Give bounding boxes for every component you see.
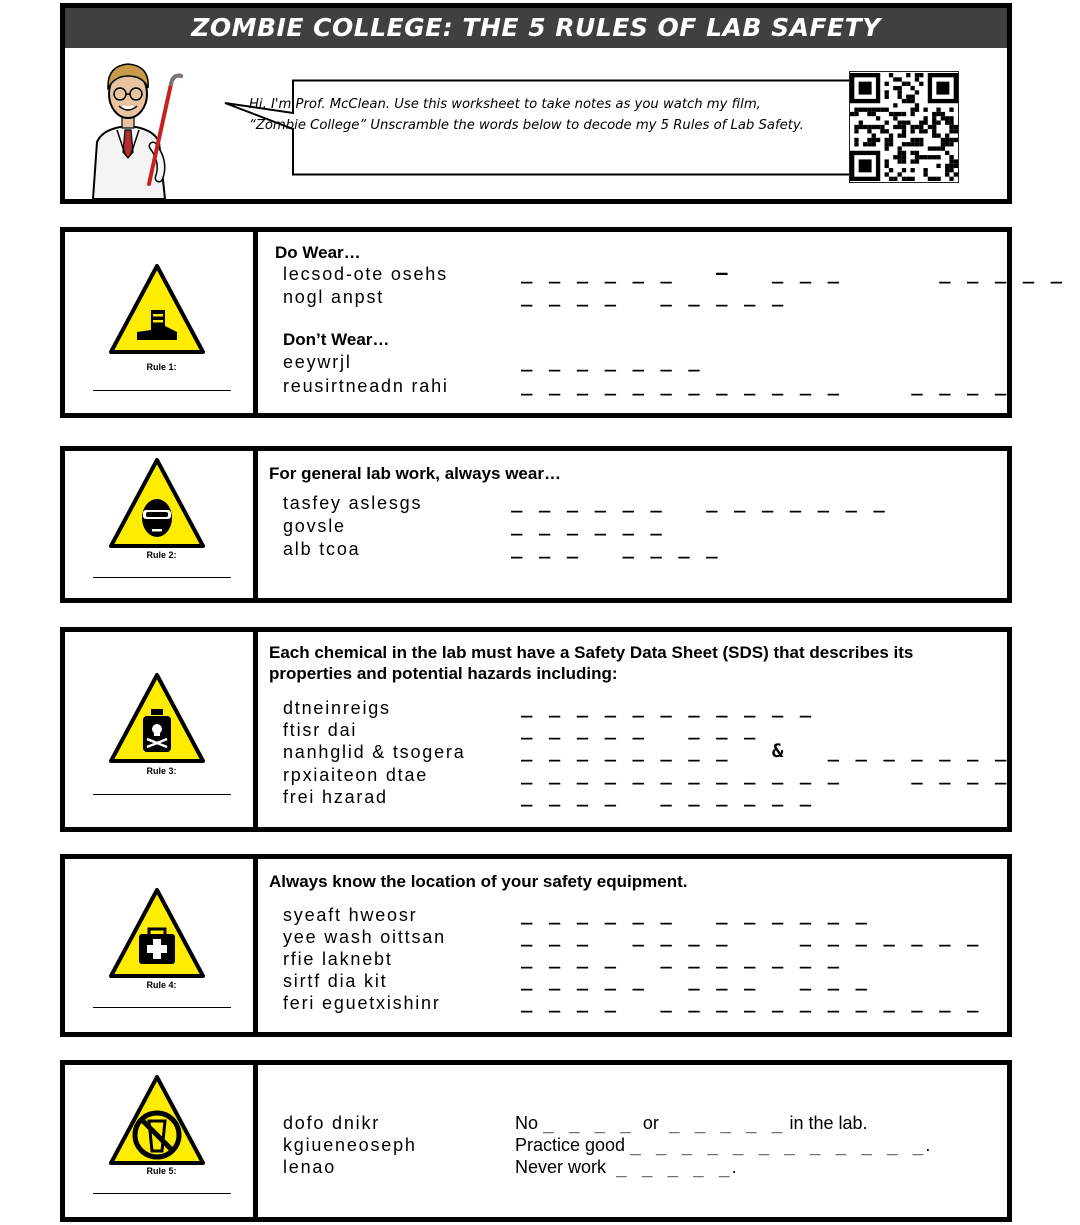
scrambled-word: frei hzarad (283, 787, 388, 807)
rule-3-sidebar (65, 632, 258, 827)
rule-2-label: Rule 2: (146, 550, 177, 560)
rule-4-sidebar (65, 859, 258, 1032)
scrambled-word: rfie laknebt (283, 949, 393, 969)
rule-2-panel (60, 446, 1012, 603)
sentence-text: Practice good (515, 1135, 631, 1155)
professor-cartoon (73, 54, 183, 199)
answer-blanks[interactable]: _ _ _ _ _ _ _ _ _ _ _ _ _ _ _ _ (521, 763, 1009, 785)
scrambled-word: alb tcoa (283, 539, 361, 559)
rule-1-sidebar (65, 232, 258, 413)
answer-blanks[interactable]: _ _ _ _ _ _ (511, 514, 665, 536)
rule-3-panel (60, 627, 1012, 832)
scrambled-word: lenao (283, 1157, 337, 1177)
scrambled-word: tasfey aslesgs (283, 493, 423, 513)
answer-blanks[interactable]: _ _ _ _ _ _ _ _ (521, 718, 758, 740)
sentence-text: in the lab. (784, 1113, 868, 1133)
sentence-text: . (925, 1135, 931, 1155)
fill-in-sentence (515, 1157, 737, 1178)
scrambled-word: dofo dnikr (283, 1113, 381, 1133)
scrambled-word: nanhglid & tsogera (283, 742, 466, 762)
scrambled-word: reusirtneadn rahi (283, 376, 449, 396)
scrambled-word: dtneinreigs (283, 698, 391, 718)
scrambled-word: ftisr dai (283, 720, 358, 740)
fill-in-sentence (515, 1113, 868, 1134)
scrambled-word: nogl anpst (283, 287, 385, 307)
answer-blanks[interactable]: _ _ _ _ _ _ _ _ _ _ _ (521, 696, 814, 718)
answer-blanks[interactable]: _ _ _ _ _ (668, 1113, 785, 1134)
rule-4-content (263, 859, 1007, 1032)
answer-blanks[interactable]: _ _ _ _ _ _ _ _ _ _ _ (521, 969, 870, 991)
rule-4-label: Rule 4: (146, 980, 177, 990)
scrambled-word: kgiueneoseph (283, 1135, 417, 1155)
worksheet-title: ZOMBIE COLLEGE: THE 5 RULES OF LAB SAFETY (65, 8, 1007, 48)
answer-blanks[interactable]: _ _ _ _ _ (616, 1157, 732, 1178)
rule-2-content (263, 451, 1007, 598)
rule-2-heading: For general lab work, always wear… (269, 464, 561, 483)
answer-blanks[interactable]: _ _ _ _ _ _ _ (521, 350, 703, 372)
answer-blanks[interactable]: _ _ _ _ _ _ _ _ & _ _ _ _ _ _ _ (521, 740, 1009, 762)
answer-blanks[interactable]: _ _ _ _ _ _ – _ _ _ _ _ _ _ _ (521, 262, 1065, 284)
answer-blanks[interactable]: _ _ _ _ _ _ _ _ _ _ _ _ (630, 1135, 926, 1156)
rule-1-content (263, 232, 1065, 413)
answer-blanks[interactable]: _ _ _ _ _ _ _ _ _ _ _ (521, 947, 842, 969)
scrambled-word: rpxiaiteon dtae (283, 765, 429, 785)
answer-blanks[interactable]: _ _ _ _ _ _ _ _ _ _ _ _ _ _ _ _ (521, 374, 1009, 396)
sentence-text: or (632, 1113, 669, 1133)
sentence-text: No (515, 1113, 544, 1133)
intro-text: Hi, I'm Prof. McClean. Use this worksheet to take notes as you watch my film, “Zombie College” Unscramble the words below to decode my 5 Rules of Lab Safety. (249, 97, 804, 133)
rule-1-answer-line[interactable] (93, 390, 231, 391)
rule-5-sidebar (65, 1065, 258, 1217)
answer-blanks[interactable]: _ _ _ _ _ _ _ _ _ _ _ _ _ _ (521, 925, 981, 947)
no-food-drink-icon (107, 1071, 207, 1171)
rule-2-answer-line[interactable] (93, 577, 231, 578)
answer-blanks[interactable]: _ _ _ _ _ _ _ _ _ _ _ _ _ _ _ _ (521, 991, 981, 1013)
rule-1-heading-do: Do Wear… (275, 243, 361, 262)
answer-blanks[interactable]: _ _ _ _ _ _ _ _ _ (521, 285, 786, 307)
answer-blanks[interactable]: _ _ _ _ _ _ _ _ _ _ _ _ (521, 903, 870, 925)
scrambled-word: eeywrjl (283, 352, 352, 372)
fill-in-sentence (515, 1135, 930, 1156)
rule-5-content (263, 1065, 1007, 1217)
answer-blanks[interactable]: _ _ _ _ _ _ _ _ _ _ _ _ _ (511, 491, 888, 513)
rule-1-label: Rule 1: (146, 362, 177, 372)
rule-4-heading: Always know the location of your safety equipment. (269, 872, 688, 891)
rule-3-content (263, 632, 1007, 827)
scrambled-word: feri eguetxishinr (283, 993, 441, 1013)
rule-3-answer-line[interactable] (93, 794, 231, 795)
rule-1-heading-dont: Don’t Wear… (283, 330, 390, 349)
rule-5-panel (60, 1060, 1012, 1222)
goggles-warning-icon (107, 454, 207, 554)
rule-3-heading: Each chemical in the lab must have a Safety Data Sheet (SDS) that describes its properties and potential hazards including: (269, 643, 914, 683)
rule-5-label: Rule 5: (146, 1166, 177, 1176)
answer-blanks[interactable]: _ _ _ _ _ _ _ (511, 537, 721, 559)
rule-3-label: Rule 3: (146, 766, 177, 776)
scrambled-word: syeaft hweosr (283, 905, 418, 925)
scrambled-word: sirtf dia kit (283, 971, 388, 991)
boot-warning-icon (107, 260, 207, 360)
answer-blanks[interactable]: _ _ _ _ (543, 1113, 633, 1134)
sentence-text: Never work (515, 1157, 617, 1177)
scrambled-word: govsle (283, 516, 346, 536)
qr-code[interactable] (849, 71, 959, 183)
answer-blanks[interactable]: _ _ _ _ _ _ _ _ _ _ (521, 785, 814, 807)
scrambled-word: lecsod-ote osehs (283, 264, 448, 284)
rule-5-answer-line[interactable] (93, 1193, 231, 1194)
rule-2-sidebar (65, 451, 258, 598)
scrambled-word: yee wash oittsan (283, 927, 446, 947)
sentence-text: . (731, 1157, 737, 1177)
rule-4-panel (60, 854, 1012, 1037)
rule-1-panel (60, 227, 1065, 418)
rule-4-answer-line[interactable] (93, 1007, 231, 1008)
poison-warning-icon (107, 669, 207, 769)
first-aid-warning-icon (107, 884, 207, 984)
worksheet-header (60, 3, 1012, 204)
